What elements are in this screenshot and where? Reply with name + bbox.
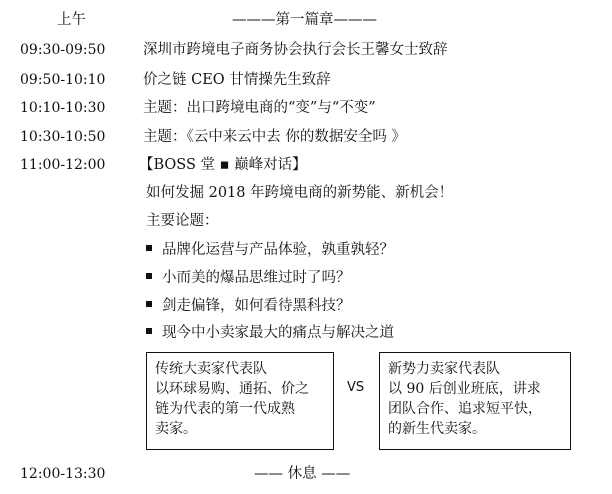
topic-item	[146, 296, 351, 316]
bullet-icon	[146, 301, 152, 307]
topic-text: 品牌化运营与产品体验，孰重孰轻？	[162, 242, 394, 258]
topics-label: 主要论题：	[146, 213, 219, 229]
topic-text: 现今中小卖家最大的痛点与解决之道	[162, 325, 394, 341]
break-label: —— 休息 ——	[254, 466, 351, 482]
team-desc-line: 以环球易购、通拓、价之	[155, 381, 309, 397]
bullet-icon	[146, 273, 152, 279]
schedule-time: 09:30-09:50	[20, 42, 106, 58]
team-desc-line: 的新生代卖家。	[388, 421, 486, 437]
schedule-text: 价之链 CEO 甘情操先生致辞	[143, 72, 331, 88]
team-desc-line: 团队合作、追求短平快，	[388, 401, 542, 417]
bullet-icon	[146, 328, 152, 334]
topic-item	[146, 323, 394, 343]
break-time: 12:00-13:30	[20, 466, 106, 482]
schedule-time: 11:00-12:00	[20, 157, 106, 173]
bullet-icon	[146, 245, 152, 251]
topic-item	[146, 240, 394, 260]
dialogue-question: 如何发掘 2018 年跨境电商的新势能、新机会！	[146, 185, 454, 201]
topic-text: 小而美的爆品思维过时了吗？	[162, 270, 351, 286]
vs-label: VS	[347, 380, 365, 395]
schedule-time: 10:30-10:50	[20, 129, 106, 145]
schedule-time: 09:50-10:10	[20, 72, 106, 88]
schedule-text: 主题：出口跨境电商的“变”与“不变”	[143, 100, 376, 116]
schedule-text: 深圳市跨境电子商务协会执行会长王馨女士致辞	[143, 42, 448, 58]
schedule-text: 主题：《云中来云中去 你的数据安全吗 》	[143, 129, 406, 145]
team-desc-line: 以 90 后创业班底，讲求	[388, 381, 541, 397]
schedule-text: 【BOSS 堂 ▪ 巅峰对话】	[139, 157, 307, 173]
session-label: 上午	[57, 12, 86, 28]
chapter-title: ———第一篇章———	[232, 12, 377, 28]
schedule-time: 10:10-10:30	[20, 100, 106, 116]
team-desc-line: 链为代表的第一代成熟	[155, 401, 295, 417]
team-desc-line: 卖家。	[155, 421, 197, 437]
team-name: 新势力卖家代表队	[388, 361, 500, 377]
team-box-new-force	[379, 352, 571, 450]
topic-item	[146, 268, 351, 288]
team-box-traditional	[146, 352, 334, 450]
topic-text: 剑走偏锋，如何看待黑科技？	[162, 298, 351, 314]
team-name: 传统大卖家代表队	[155, 361, 267, 377]
